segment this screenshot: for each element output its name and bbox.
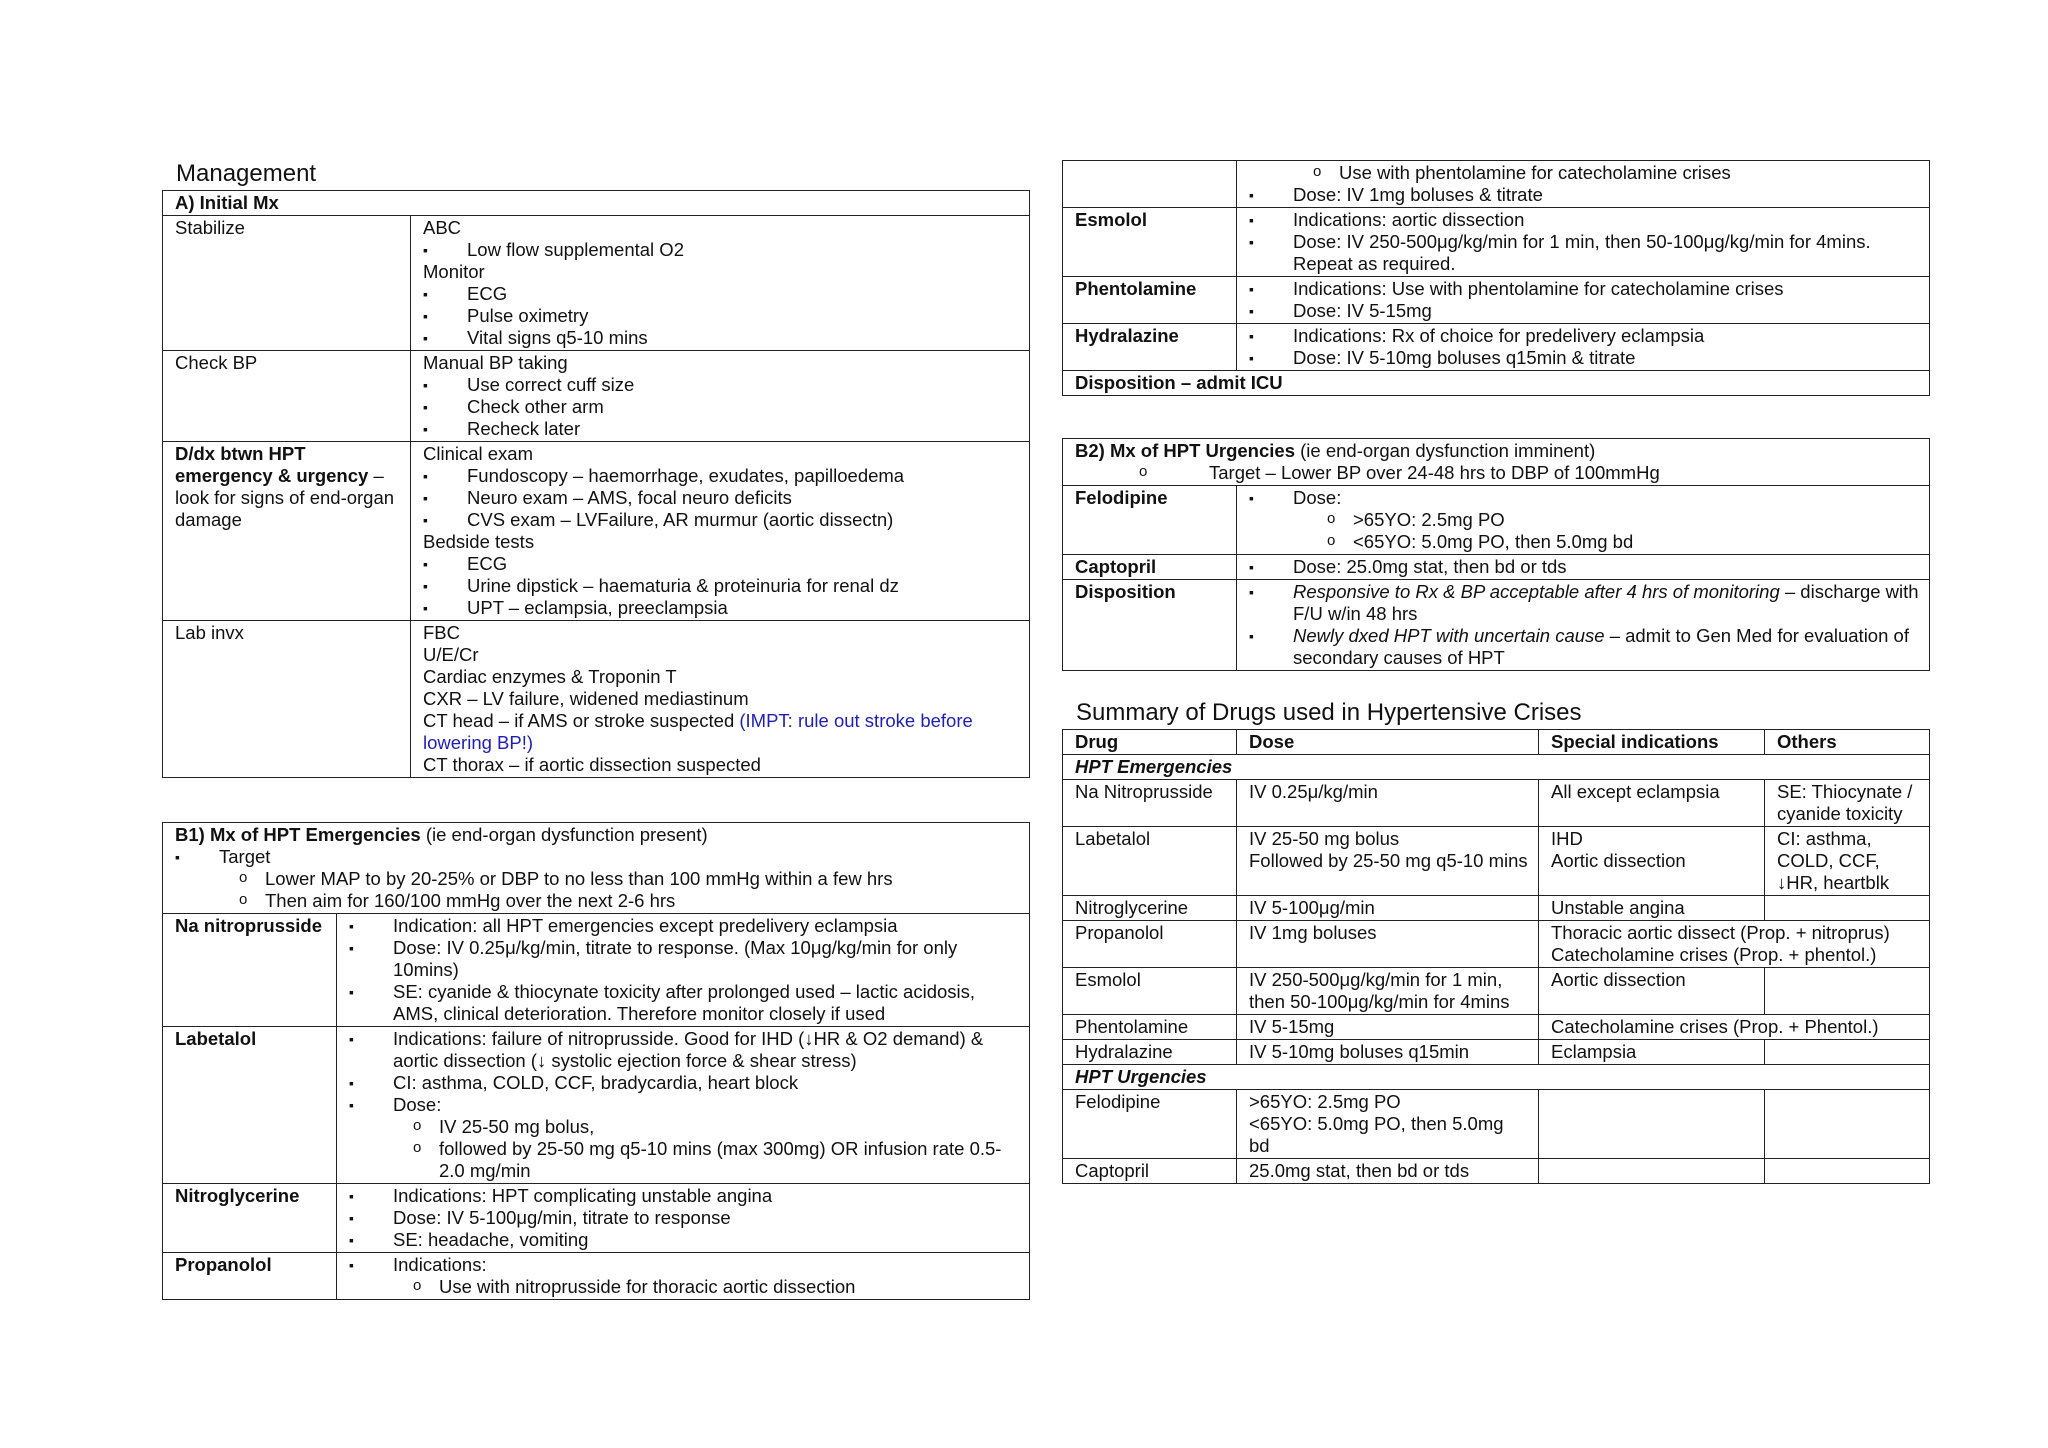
bullet-item: ▪ Indications: (349, 1254, 1019, 1276)
drug-row (1063, 486, 1930, 555)
bullet-item: ▪ CI: asthma, COLD, CCF, bradycardia, heart block (349, 1072, 1019, 1094)
line-list (1249, 487, 1919, 553)
summary-header-row (1063, 730, 1930, 755)
summary-dose (1237, 921, 1539, 968)
bullet-item: ▪ UPT – eclampsia, preeclampsia (423, 597, 1019, 619)
bullet-item: ▪ Dose: IV 5-15mg (1249, 300, 1919, 322)
text-line: ABC (423, 217, 462, 238)
cell-line: Thoracic aortic dissect (Prop. + nitroprus) (1551, 922, 1890, 943)
b1-target-1: o Lower MAP to by 20-25% or DBP to no less than 100 mmHg within a few hrs (175, 868, 1019, 890)
b2-target-text: Target – Lower BP over 24-48 hrs to DBP of 100mmHg (1209, 462, 1660, 483)
line-list (1249, 325, 1919, 369)
cell-line: IV 0.25μ/kg/min (1249, 781, 1378, 802)
summary-dose (1237, 1040, 1539, 1065)
drug-name: Nitroglycerine (163, 1184, 337, 1253)
drug-details (1237, 208, 1930, 277)
summary-row (1063, 896, 1930, 921)
section-a-title: A) Initial Mx (163, 191, 1030, 216)
initial-mx-row (163, 351, 1030, 442)
text-line: Cardiac enzymes & Troponin T (423, 666, 677, 687)
summary-col-dose: Dose (1237, 730, 1539, 755)
bullet-item: ▪ Vital signs q5-10 mins (423, 327, 1019, 349)
line-list (349, 1028, 1019, 1182)
cell-line: Unstable angina (1551, 897, 1685, 918)
line-list (1249, 278, 1919, 322)
cell-line: Followed by 25-50 mg q5-10 mins (1249, 850, 1528, 871)
bullet-item: ▪ Urine dipstick – haematuria & proteinuria for renal dz (423, 575, 1019, 597)
bullet-item: ▪ Dose: IV 1mg boluses & titrate (1249, 184, 1919, 206)
summary-dose (1237, 968, 1539, 1015)
bullet-item: ▪ Low flow supplemental O2 (423, 239, 1019, 261)
cell-line: IV 1mg boluses (1249, 922, 1377, 943)
bullet-item: ▪ ECG (423, 553, 1019, 575)
drug-name: Labetalol (163, 1027, 337, 1184)
summary-dose (1237, 896, 1539, 921)
initial-mx-row (163, 442, 1030, 621)
drug-details (337, 914, 1030, 1027)
summary-row (1063, 1015, 1930, 1040)
bullet-item (1249, 625, 1919, 669)
drug-row (163, 1184, 1030, 1253)
drug-details (1237, 324, 1930, 371)
line-list (423, 352, 1019, 440)
bullet-item: ▪ CVS exam – LVFailure, AR murmur (aortic dissectn) (423, 509, 1019, 531)
text-part: – admit to Gen Med for evaluation of secondary causes of HPT (1293, 625, 1909, 668)
b1-target-2: o Then aim for 160/100 mmHg over the next 2-6 hrs (175, 890, 1019, 912)
sub-bullet-item: o IV 25-50 mg bolus, (349, 1116, 1019, 1138)
summary-special (1539, 896, 1765, 921)
cell-line: Eclampsia (1551, 1041, 1637, 1062)
text-line: Bedside tests (423, 531, 535, 552)
italic-part: Responsive to Rx & BP acceptable after 4 hrs of monitoring (1293, 581, 1780, 602)
text-line: Manual BP taking (423, 352, 568, 373)
cell-line: 25.0mg stat, then bd or tds (1249, 1160, 1470, 1181)
bullet-item: ▪ Use correct cuff size (423, 374, 1019, 396)
summary-dose (1237, 1015, 1539, 1040)
drug-details (337, 1184, 1030, 1253)
b2-title: B2) Mx of HPT Urgencies (1075, 440, 1295, 461)
line-list (423, 622, 1019, 776)
row-content (411, 216, 1030, 351)
summary-others (1765, 896, 1930, 921)
drug-row (163, 914, 1030, 1027)
disposition-row (1063, 371, 1930, 396)
summary-row (1063, 780, 1930, 827)
bullet-item: ▪ Indications: Rx of choice for predelivery eclampsia (1249, 325, 1919, 347)
b1-title: B1) Mx of HPT Emergencies (175, 824, 421, 845)
line-list (423, 443, 1019, 619)
summary-drug: Esmolol (1063, 968, 1237, 1015)
text-line: U/E/Cr (423, 644, 479, 665)
line-list (349, 1185, 1019, 1251)
summary-table (1062, 729, 1930, 1184)
summary-dose (1237, 1159, 1539, 1184)
summary-col-special: Special indications (1539, 730, 1765, 755)
line-list (1249, 556, 1919, 578)
bullet-item: ▪ Dose: IV 5-10mg boluses q15min & titrate (1249, 347, 1919, 369)
management-heading: Management (176, 160, 317, 187)
bullet-item: ▪ Dose: (349, 1094, 1019, 1116)
summary-special (1539, 921, 1930, 968)
bullet-item: ▪ Dose: IV 0.25μ/kg/min, titrate to response. (Max 10μg/kg/min for only 10mins) (349, 937, 1019, 981)
bullet-item: ▪ SE: headache, vomiting (349, 1229, 1019, 1251)
b2-target (1075, 462, 1919, 484)
bullet-item: ▪ Indications: aortic dissection (1249, 209, 1919, 231)
summary-drug: Felodipine (1063, 1090, 1237, 1159)
drug-name: Propanolol (163, 1253, 337, 1300)
label-bold: D/dx btwn HPT emergency & urgency (175, 443, 369, 486)
sub-bullet-item: o Use with nitroprusside for thoracic aortic dissection (349, 1276, 1019, 1298)
text-line: CT thorax – if aortic dissection suspected (423, 754, 761, 775)
summary-section-emergencies (1063, 755, 1930, 780)
row-label: Check BP (163, 351, 411, 442)
text-part: CT head – if AMS or stroke suspected (423, 710, 740, 731)
line-list (349, 915, 1019, 1025)
b1-title-rest: (ie end-organ dysfunction present) (420, 824, 708, 845)
sub-bullet-item: o >65YO: 2.5mg PO (1249, 509, 1919, 531)
b2-urgencies-table (1062, 438, 1930, 671)
row-label: Lab invx (163, 621, 411, 778)
summary-special (1539, 968, 1765, 1015)
line-list (423, 217, 1019, 349)
summary-drug: Na Nitroprusside (1063, 780, 1237, 827)
summary-col-drug: Drug (1063, 730, 1237, 755)
drug-row (163, 1027, 1030, 1184)
summary-special (1539, 780, 1765, 827)
b2-header (1063, 439, 1930, 486)
summary-section-emergencies-label: HPT Emergencies (1063, 755, 1930, 780)
b1-emergencies-table (162, 822, 1030, 1300)
cell-line: >65YO: 2.5mg PO (1249, 1091, 1401, 1112)
text-line: CXR – LV failure, widened mediastinum (423, 688, 749, 709)
drug-name: Captopril (1063, 555, 1237, 580)
summary-dose (1237, 780, 1539, 827)
b2-title-rest: (ie end-organ dysfunction imminent) (1295, 440, 1596, 461)
drug-row (1063, 580, 1930, 671)
cell-line: All except eclampsia (1551, 781, 1720, 802)
sub-bullet-item: o Use with phentolamine for catecholamine crises (1249, 162, 1919, 184)
summary-special (1539, 827, 1765, 896)
summary-row (1063, 1159, 1930, 1184)
drug-row (1063, 208, 1930, 277)
text-line: FBC (423, 622, 460, 643)
bullet-item: ▪ Fundoscopy – haemorrhage, exudates, papilloedema (423, 465, 1019, 487)
bullet-item: ▪ Dose: IV 5-100μg/min, titrate to response (349, 1207, 1019, 1229)
bullet-item: ▪ Pulse oximetry (423, 305, 1019, 327)
summary-dose (1237, 827, 1539, 896)
sub-bullet-item: o followed by 25-50 mg q5-10 mins (max 300mg) OR infusion rate 0.5-2.0 mg/min (349, 1138, 1019, 1182)
initial-mx-row (163, 216, 1030, 351)
row-content (411, 351, 1030, 442)
bullet-item: ▪ SE: cyanide & thiocynate toxicity after prolonged used – lactic acidosis, AMS, clinical deterioration. Therefore monitor closely if used (349, 981, 1019, 1025)
summary-others (1765, 1040, 1930, 1065)
drug-name: Na nitroprusside (163, 914, 337, 1027)
cell-line: IV 5-15mg (1249, 1016, 1335, 1037)
summary-others (1765, 1159, 1930, 1184)
cell-line: Aortic dissection (1551, 850, 1686, 871)
summary-others: SE: Thiocynate / cyanide toxicity (1765, 780, 1930, 827)
important-note: (IMPT: rule out stroke before lowering BP!) (423, 710, 973, 753)
summary-row (1063, 1040, 1930, 1065)
summary-drug: Phentolamine (1063, 1015, 1237, 1040)
text-part: – discharge with F/U w/in 48 hrs (1293, 581, 1919, 624)
drug-name (1063, 161, 1237, 208)
row-label: Stabilize (163, 216, 411, 351)
summary-section-urgencies-label: HPT Urgencies (1063, 1065, 1930, 1090)
summary-drug: Captopril (1063, 1159, 1237, 1184)
summary-drug: Hydralazine (1063, 1040, 1237, 1065)
cell-line: IV 250-500μg/kg/min for 1 min, then 50-100μg/kg/min for 4mins (1249, 969, 1510, 1012)
drug-name: Hydralazine (1063, 324, 1237, 371)
drug-details (1237, 486, 1930, 555)
summary-drug: Propanolol (1063, 921, 1237, 968)
summary-heading: Summary of Drugs used in Hypertensive Crises (1076, 699, 1582, 726)
b1-header (163, 823, 1030, 914)
summary-special (1539, 1159, 1765, 1184)
bullet-item: ▪ Dose: 25.0mg stat, then bd or tds (1249, 556, 1919, 578)
cell-line: <65YO: 5.0mg PO, then 5.0mg bd (1249, 1113, 1504, 1156)
drug-row (1063, 277, 1930, 324)
drug-name: Felodipine (1063, 486, 1237, 555)
drug-row (1063, 324, 1930, 371)
cell-line: Catecholamine crises (Prop. + Phentol.) (1551, 1016, 1879, 1037)
drug-details (1237, 277, 1930, 324)
bullet-item: ▪ Recheck later (423, 418, 1019, 440)
summary-row (1063, 968, 1930, 1015)
cell-line: IV 5-10mg boluses q15min (1249, 1041, 1470, 1062)
row-content (411, 442, 1030, 621)
summary-special (1539, 1040, 1765, 1065)
drug-row (1063, 161, 1930, 208)
summary-dose (1237, 1090, 1539, 1159)
drug-name: Esmolol (1063, 208, 1237, 277)
drug-details (337, 1027, 1030, 1184)
initial-mx-row (163, 621, 1030, 778)
bullet-item: ▪ Check other arm (423, 396, 1019, 418)
bullet-item (1249, 581, 1919, 625)
summary-drug: Nitroglycerine (1063, 896, 1237, 921)
summary-row (1063, 827, 1930, 896)
summary-others (1765, 968, 1930, 1015)
text-line: Clinical exam (423, 443, 534, 464)
line-list (1249, 209, 1919, 275)
label-rest: – look for signs of end-organ damage (175, 465, 395, 530)
cell-line: Aortic dissection (1551, 969, 1686, 990)
cell-line: IHD (1551, 828, 1583, 849)
drug-details (1237, 580, 1930, 671)
bullet-item: ▪ Dose: (1249, 487, 1919, 509)
bullet-item: ▪ Indications: HPT complicating unstable angina (349, 1185, 1019, 1207)
summary-section-urgencies (1063, 1065, 1930, 1090)
drug-name: Disposition (1063, 580, 1237, 671)
cell-line: Catecholamine crises (Prop. + phentol.) (1551, 944, 1877, 965)
cell-line: IV 25-50 mg bolus (1249, 828, 1400, 849)
drug-details (337, 1253, 1030, 1300)
summary-special (1539, 1015, 1930, 1040)
bullet-item: ▪ ECG (423, 283, 1019, 305)
row-content (411, 621, 1030, 778)
drug-details (1237, 161, 1930, 208)
drug-details (1237, 555, 1930, 580)
b1-continued-table (1062, 160, 1930, 396)
line-list (1249, 581, 1919, 669)
text-line: Monitor (423, 261, 485, 282)
left-column (162, 160, 1030, 1300)
disposition-admit-icu: Disposition – admit ICU (1063, 371, 1930, 396)
summary-row (1063, 1090, 1930, 1159)
right-column (1062, 160, 1930, 1184)
bullet-item: ▪ Dose: IV 250-500μg/kg/min for 1 min, then 50-100μg/kg/min for 4mins. Repeat as required. (1249, 231, 1919, 275)
summary-drug: Labetalol (1063, 827, 1237, 896)
drug-row (163, 1253, 1030, 1300)
bullet-item: ▪ Indication: all HPT emergencies except predelivery eclampsia (349, 915, 1019, 937)
summary-special (1539, 1090, 1765, 1159)
line-list (1249, 162, 1919, 206)
bullet-item: ▪ Indications: Use with phentolamine for catecholamine crises (1249, 278, 1919, 300)
summary-others (1765, 1090, 1930, 1159)
summary-col-others: Others (1765, 730, 1930, 755)
initial-mx-table (162, 190, 1030, 778)
line-list (349, 1254, 1019, 1298)
drug-name: Phentolamine (1063, 277, 1237, 324)
bullet-item: ▪ Neuro exam – AMS, focal neuro deficits (423, 487, 1019, 509)
italic-part: Newly dxed HPT with uncertain cause (1293, 625, 1605, 646)
row-label (163, 442, 411, 621)
summary-others: CI: asthma, COLD, CCF, ↓HR, heartblk (1765, 827, 1930, 896)
text-line (423, 710, 1019, 754)
sub-bullet-item: o <65YO: 5.0mg PO, then 5.0mg bd (1249, 531, 1919, 553)
summary-row (1063, 921, 1930, 968)
drug-row (1063, 555, 1930, 580)
bullet-item: ▪ Indications: failure of nitroprusside. Good for IHD (↓HR & O2 demand) & aortic dissection (↓ systolic ejection force & shear stress) (349, 1028, 1019, 1072)
cell-line: IV 5-100μg/min (1249, 897, 1375, 918)
b1-target-label: ▪ Target (175, 846, 1019, 868)
